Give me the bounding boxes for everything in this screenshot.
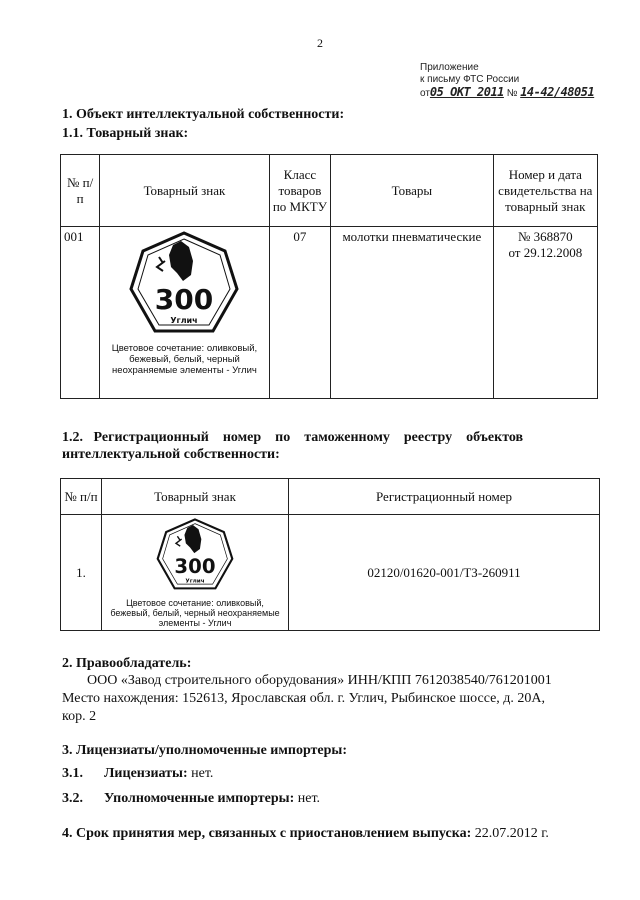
l32-value: нет. xyxy=(294,791,321,806)
section1-title: 1. Объект интеллектуальной собственности: xyxy=(62,107,345,122)
logo-word: Углич xyxy=(185,578,205,585)
section4-value: 22.07.2012 г. xyxy=(471,826,549,841)
l31-num: 3.1. xyxy=(62,766,83,781)
cert-date: от 29.12.2008 xyxy=(508,245,583,260)
table-row xyxy=(61,515,600,631)
logo-digits: 300 xyxy=(155,283,214,316)
section11-title: 1.1. Товарный знак: xyxy=(62,126,189,141)
trademark-logo xyxy=(129,231,239,339)
l31-value: нет. xyxy=(187,766,214,781)
annex-line2: к письму ФТС России xyxy=(420,74,520,85)
rightholder-line3: кор. 2 xyxy=(62,709,97,724)
section4-line xyxy=(62,825,549,843)
col-header-num: № п/п xyxy=(61,155,100,227)
axe-icon xyxy=(157,257,165,271)
trademark-logo xyxy=(154,518,236,594)
col-header-cert: Номер и дата свидетельства на товарный знак xyxy=(493,155,597,227)
logo-digits: 300 xyxy=(174,554,216,578)
rightholder-line1: ООО «Завод строительного оборудования» ИНН/КПП 7612038540/761201001 xyxy=(87,673,552,688)
table-row xyxy=(61,227,598,399)
annex-num-prefix: № xyxy=(506,88,518,99)
col-header-class: Класс товаров по МКТУ xyxy=(269,155,330,227)
l32-num: 3.2. xyxy=(62,791,83,806)
reg-col-header-number: Регистрационный номер xyxy=(289,479,600,515)
row-num: 001 xyxy=(61,227,100,399)
section12-title-line1: 1.2. Регистрационный номер по таможенному реестру объектов xyxy=(62,430,524,445)
col-header-goods: Товары xyxy=(331,155,494,227)
importers-line xyxy=(62,790,320,808)
annex-line3 xyxy=(420,86,594,100)
annex-from-prefix: от xyxy=(420,88,430,99)
row-goods: молотки пневматические xyxy=(331,227,494,399)
axe-icon xyxy=(176,536,182,546)
licensees-line xyxy=(62,765,213,783)
logo-caption: Цветовое сочетание: оливковый, бежевый, белый, черный неохраняемые элементы - Углич xyxy=(110,598,280,628)
l31-label: Лицензиаты: xyxy=(104,766,188,781)
l32-label: Уполномоченные импортеры: xyxy=(104,791,295,806)
reg-row-num: 1. xyxy=(61,515,102,631)
bear-icon xyxy=(184,525,201,553)
trademark-table xyxy=(60,154,598,399)
row-mktu: 07 xyxy=(269,227,330,399)
section3-title: 3. Лицензиаты/уполномоченные импортеры: xyxy=(62,743,348,758)
bear-icon xyxy=(169,241,193,281)
reg-col-header-num: № п/п xyxy=(61,479,102,515)
section4-title: 4. Срок принятия мер, связанных с приостановлением выпуска: xyxy=(62,826,472,841)
rightholder-line2: Место нахождения: 152613, Ярославская обл. г. Углич, Рыбинское шоссе, д. 20А, xyxy=(62,691,546,706)
reg-col-header-trademark: Товарный знак xyxy=(102,479,289,515)
annex-date-stamp: 05 ОКТ 2011 xyxy=(429,85,504,99)
trademark-cell xyxy=(100,227,270,399)
logo-caption: Цветовое сочетание: оливковый, бежевый, белый, черный неохраняемые элементы - Углич xyxy=(111,343,258,376)
logo-word: Углич xyxy=(170,316,199,325)
col-header-trademark: Товарный знак xyxy=(100,155,270,227)
reg-number: 02120/01620-001/ТЗ-260911 xyxy=(289,515,600,631)
reg-trademark-cell xyxy=(102,515,289,631)
annex-header xyxy=(420,62,594,100)
annex-line1: Приложение xyxy=(420,62,479,73)
annex-number: 14-42/48051 xyxy=(520,85,595,99)
section12-title-line2: интеллектуальной собственности: xyxy=(62,447,280,462)
page-number: 2 xyxy=(317,36,323,50)
section2-title: 2. Правообладатель: xyxy=(62,656,192,671)
registry-table xyxy=(60,478,600,631)
cert-number: № 368870 xyxy=(518,229,573,244)
row-cert xyxy=(493,227,597,399)
rightholder-block xyxy=(62,672,602,726)
